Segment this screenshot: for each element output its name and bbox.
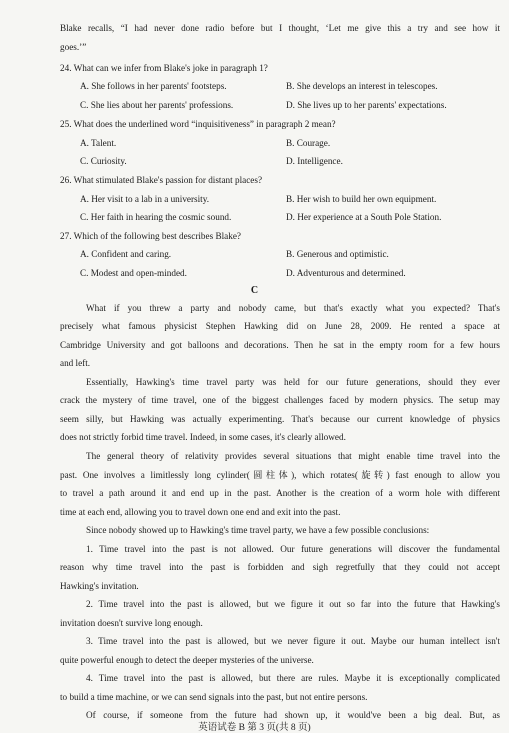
passage-line: crack the mystery of time travel, one of the biggest challenges faced by modern physics. The setup may — [60, 395, 500, 405]
question-option: C. Her faith in hearing the cosmic sound. — [80, 212, 232, 222]
passage-line: 4. Time travel into the past is allowed, but there are rules. Maybe it is exceptionally complicated — [86, 673, 500, 683]
passage-line: Blake recalls, “I had never done radio before but I thought, ‘Let me give this a try and see how it — [60, 23, 500, 33]
passage-line: Hawking's invitation. — [60, 581, 139, 591]
question-option: A. Talent. — [80, 138, 117, 148]
passage-line: Since nobody showed up to Hawking's time travel party, we have a few possible conclusions: — [86, 525, 430, 535]
question-option: C. Modest and open-minded. — [80, 268, 187, 278]
passage-line: goes.’” — [60, 42, 87, 52]
passage-line: past. One involves a limitlessly long cylinder(圆柱体), which rotates(旋转) fast enough to allow you — [60, 470, 500, 480]
question-option: D. Adventurous and determined. — [286, 268, 406, 278]
passage-line: 3. Time travel into the past is allowed, but we never figure it out. Maybe our human intellect isn't — [86, 636, 500, 646]
question-option: A. Confident and caring. — [80, 249, 172, 259]
question-option: C. Curiosity. — [80, 156, 127, 166]
question-stem: 27. Which of the following best describes Blake? — [60, 231, 241, 241]
passage-line: Cambridge University and got balloons and decorations. Then he sat in the empty room for a few hours — [60, 340, 500, 350]
passage-line: to travel a path around it and end up in the past. Another is the creation of a worm hole with different — [60, 488, 500, 498]
passage-line: 2. Time travel into the past is allowed, but we figure it out so far into the future that Hawking's — [86, 599, 500, 609]
question-option: B. Generous and optimistic. — [286, 249, 389, 259]
passage-line: 1. Time travel into the past is not allowed. Our future generations will discover the fundamental — [86, 544, 500, 554]
passage-line: does not strictly forbid time travel. Indeed, in some cases, it's clearly allowed. — [60, 432, 346, 442]
passage-line: quite powerful enough to detect the deeper mysteries of the universe. — [60, 655, 314, 665]
question-option: D. She lives up to her parents' expectations. — [286, 100, 447, 110]
passage-line: time at each end, allowing you to travel down one end and exit into the past. — [60, 507, 341, 517]
passage-line: Essentially, Hawking's time travel party was held for our future generations, should they ever — [86, 377, 500, 387]
question-option: A. She follows in her parents' footsteps. — [80, 81, 227, 91]
question-option: B. She develops an interest in telescopes. — [286, 81, 438, 91]
passage-line: What if you threw a party and nobody came, but that's exactly what you expected? That's — [86, 303, 500, 313]
question-option: D. Intelligence. — [286, 156, 343, 166]
passage-line: seem silly, but Hawking was actually experimenting. That's because our current knowledge of physics — [60, 414, 500, 424]
question-option: B. Her wish to build her own equipment. — [286, 194, 437, 204]
passage-line: and left. — [60, 358, 91, 368]
passage-line: invitation doesn't survive long enough. — [60, 618, 203, 628]
question-option: C. She lies about her parents' professions. — [80, 100, 234, 110]
page-footer: 英语试卷 B 第 3 页(共 8 页) — [198, 723, 311, 733]
passage-line: to build a time machine, or we can send signals into the past, but not entire persons. — [60, 692, 368, 702]
section-heading: C — [250, 285, 259, 296]
passage-line: reason why time travel into the past is forbidden and sigh regretfully that they could not accept — [60, 562, 500, 572]
question-option: D. Her experience at a South Pole Station. — [286, 212, 442, 222]
passage-line: The general theory of relativity provides several situations that might enable time travel into the — [86, 451, 500, 461]
question-stem: 24. What can we infer from Blake's joke in paragraph 1? — [60, 63, 268, 73]
question-option: A. Her visit to a lab in a university. — [80, 194, 210, 204]
question-option: B. Courage. — [286, 138, 331, 148]
question-stem: 26. What stimulated Blake's passion for distant places? — [60, 175, 263, 185]
question-stem: 25. What does the underlined word “inquisitiveness” in paragraph 2 mean? — [60, 119, 336, 129]
passage-line: Of course, if someone from the future had shown up, it would've been a big deal. But, as — [86, 710, 500, 720]
passage-line: precisely what famous physicist Stephen Hawking did on June 28, 2009. He rented a space at — [60, 321, 500, 331]
